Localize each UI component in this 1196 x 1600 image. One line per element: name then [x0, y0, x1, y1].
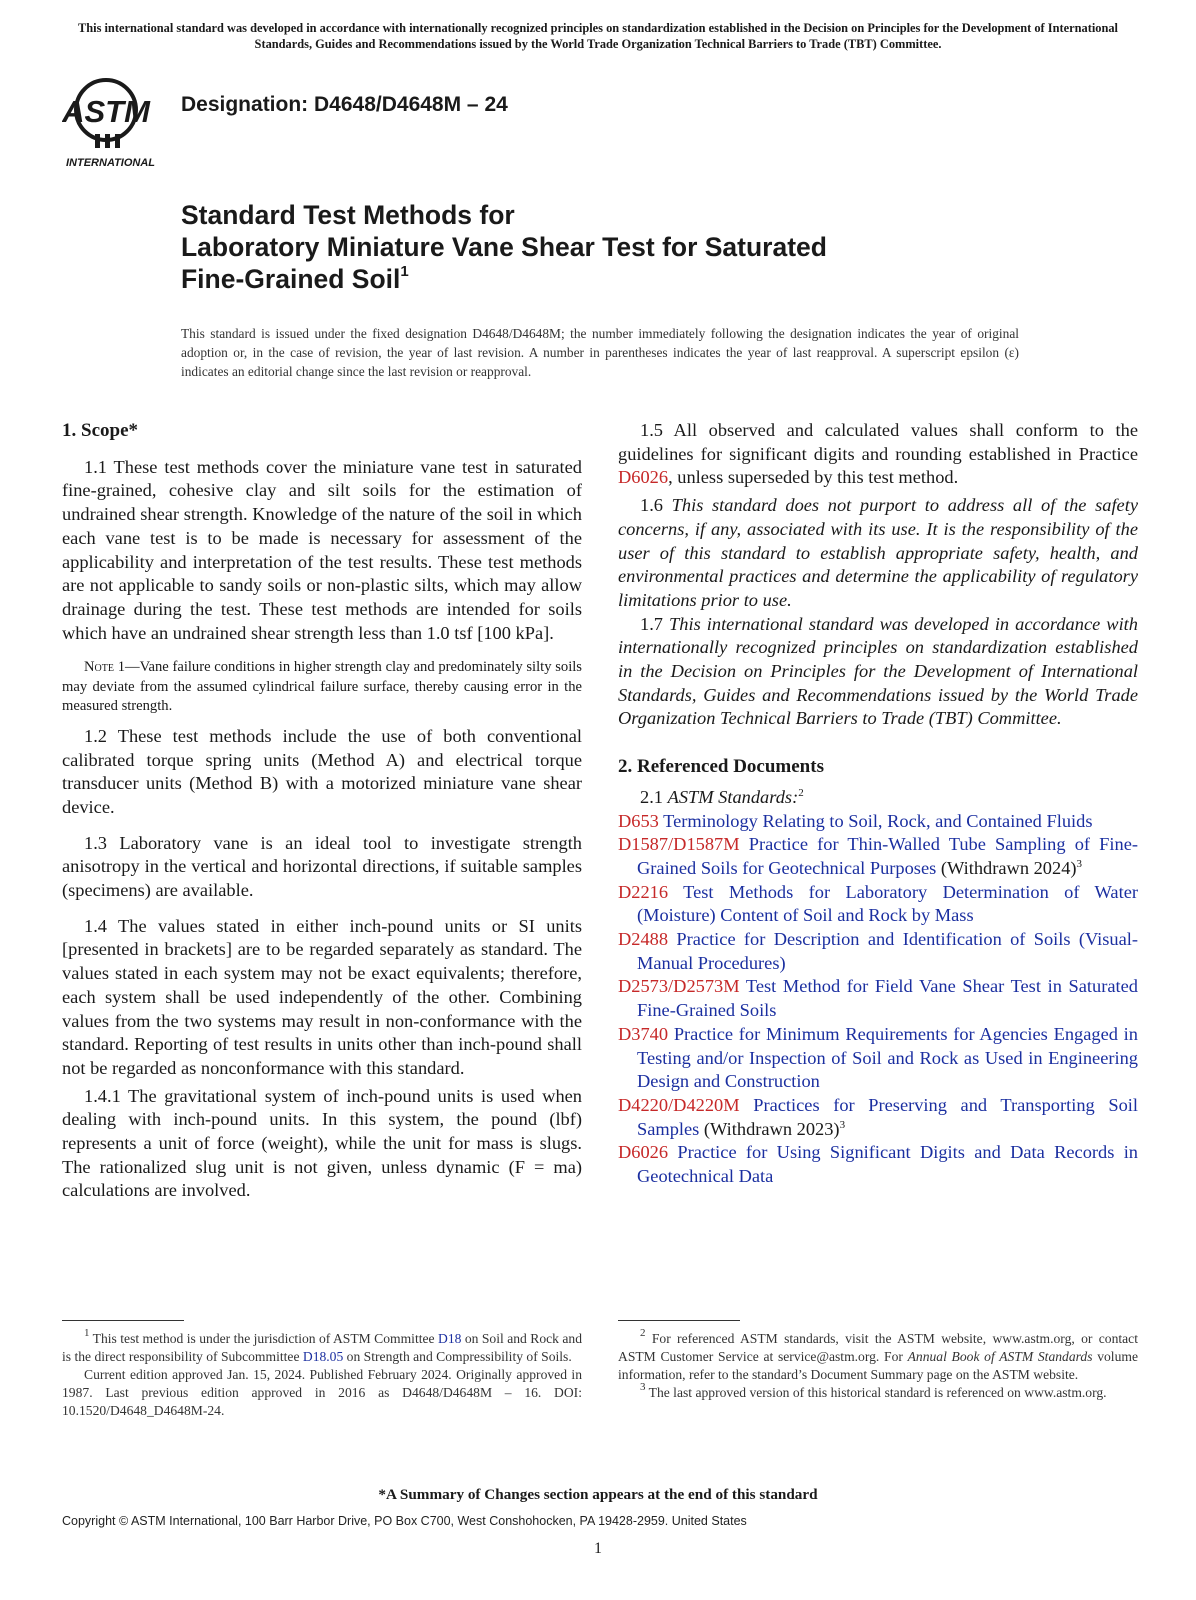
- footnotes-right: [618, 1327, 1138, 1402]
- paragraph-1-7-number: 1.7: [640, 613, 670, 634]
- reference-title-link[interactable]: Practice for Using Significant Digits and Data Records in Geotechnical Data: [637, 1142, 1138, 1187]
- section-heading-referenced: 2. Referenced Documents: [618, 756, 824, 778]
- footnote-2-text-a: For referenced ASTM standards, visit the ASTM website, www.astm.org, or contact ASTM Customer Service at service@astm.org. For: [618, 1331, 1138, 1364]
- reference-item: [618, 1094, 1138, 1141]
- footnote-rule-left: [62, 1320, 184, 1321]
- reference-title-link[interactable]: Terminology Relating to Soil, Rock, and Contained Fluids: [663, 810, 1093, 831]
- title-line-2: Laboratory Miniature Vane Shear Test for Saturated: [181, 232, 827, 262]
- page-number: 1: [594, 1540, 602, 1557]
- astm-logo-graphic: [62, 70, 172, 170]
- reference-item: [618, 810, 1138, 834]
- link-d6026[interactable]: D6026: [618, 467, 669, 488]
- footnote-2-mark: 2: [640, 1327, 646, 1339]
- copyright-line: Copyright © ASTM International, 100 Barr Harbor Drive, PO Box C700, West Conshohocken, PA 19428-2959. United States: [62, 1514, 747, 1528]
- astm-logo: [62, 70, 172, 170]
- paragraph-1-6-number: 1.6: [640, 495, 672, 516]
- footnote-1-mark: 1: [84, 1327, 90, 1339]
- left-column: [62, 419, 582, 1203]
- reference-title-link[interactable]: Practices for Preserving and Transporting Soil Samples: [637, 1094, 1138, 1139]
- note-1: [62, 658, 582, 717]
- footnotes-left: [62, 1327, 582, 1420]
- reference-code-link[interactable]: D6026: [618, 1142, 669, 1163]
- title-line-1: Standard Test Methods for: [181, 200, 515, 230]
- note-text: —Vane failure conditions in higher strength clay and predominately silty soils may deviate from the assumed cylindrical failure surface, thereby causing error in the measured strength.: [62, 659, 582, 715]
- reference-item: [618, 928, 1138, 975]
- logo-international: INTERNATIONAL: [66, 157, 156, 169]
- reference-title-link[interactable]: Practice for Thin-Walled Tube Sampling of Fine-Grained Soils for Geotechnical Purposes: [637, 834, 1138, 878]
- footnote-2: [618, 1327, 1138, 1384]
- footnote-mark-2[interactable]: 2: [798, 786, 804, 799]
- paragraph-1-7-text: This international standard was developed in accordance with internationally recognized principles on standardization established in the Decision on Principles for the Development of International Standards, Guides and Recommendations issued by the World Trade Organization Technical Barriers to Trade (TBT) Committee.: [618, 613, 1138, 729]
- link-d18-05[interactable]: D18.05: [302, 1349, 344, 1364]
- footnote-3: [618, 1381, 1138, 1402]
- logo-letters: ASTM: [62, 94, 150, 129]
- title-footnote-mark[interactable]: 1: [400, 263, 409, 280]
- right-column: [618, 419, 1138, 1189]
- footnote-1-text-c: on Strength and Compressibility of Soils.: [343, 1349, 572, 1364]
- paragraph-1-4: 1.4 The values stated in either inch-pound units or SI units [presented in brackets] are to be regarded separately as standard. The values stated in each system may not be exact equivalents; therefore, each system shall be used independently of the other. Combining values from the two systems may result in non-conformance with the standard. Reporting of test results in units other than inch-pound shall not be regarded as nonconformance with this standard.: [62, 915, 582, 1078]
- title-line-3: Fine-Grained Soil: [181, 264, 401, 294]
- reference-code-link[interactable]: D4220/D4220M: [618, 1094, 740, 1115]
- footnote-2-text-b: volume information, refer to the standard’s Document Summary page on the ASTM website.: [618, 1349, 1138, 1382]
- designation: Designation: D4648/D4648M – 24: [181, 93, 508, 116]
- reference-code-link[interactable]: D653: [618, 810, 659, 831]
- note-label: Note 1: [84, 659, 125, 676]
- reference-code-link[interactable]: D3740: [618, 1023, 669, 1044]
- reference-status: (Withdrawn 2024): [936, 857, 1077, 878]
- wto-notice: This international standard was developed in accordance with internationally recognized principles on standardization established in the Decision on Principles for the Development of International Standards, Guides and Recommendations issued by the World Trade Organization Technical Barriers to Trade (TBT) Committee.: [77, 21, 1119, 51]
- summary-of-changes-note: *A Summary of Changes section appears at the end of this standard: [378, 1486, 818, 1503]
- link-d18[interactable]: D18: [438, 1331, 462, 1346]
- reference-footnote-mark[interactable]: 3: [839, 1118, 846, 1131]
- paragraph-1-5-text: 1.5 All observed and calculated values shall conform to the guidelines for significant digits and rounding established in Practice: [618, 420, 1138, 464]
- reference-item: [618, 881, 1138, 928]
- footnote-2-book-title: Annual Book of ASTM Standards: [907, 1349, 1093, 1364]
- document-title: [181, 199, 981, 295]
- reference-list: [618, 810, 1138, 1189]
- reference-code-link[interactable]: D2488: [618, 929, 669, 950]
- footnote-3-text: The last approved version of this historical standard is referenced on www.astm.org.: [645, 1385, 1107, 1400]
- issuance-note: This standard is issued under the fixed designation D4648/D4648M; the number immediately following the designation indicates the year of original adoption or, in the case of revision, the year of last revision. A number in parentheses indicates the year of last reapproval. A superscript epsilon (ε) indicates an editorial change since the last revision or reapproval.: [181, 326, 1019, 379]
- reference-item: [618, 1141, 1138, 1188]
- footnote-rule-right: [618, 1320, 740, 1321]
- reference-code-link[interactable]: D1587/D1587M: [618, 834, 740, 855]
- paragraph-1-6: [618, 494, 1138, 613]
- reference-title-link[interactable]: Practice for Minimum Requirements for Agencies Engaged in Testing and/or Inspection of Soil and Rock as Used in Engineering Design and Construction: [637, 1023, 1138, 1092]
- section-heading-scope: 1. Scope*: [62, 420, 138, 441]
- paragraph-1-2: 1.2 These test methods include the use of both conventional calibrated torque spring units (Method A) and electrical torque transducer units (Method B) with a motorized miniature vane shear device.: [62, 725, 582, 817]
- footnote-1-edition: Current edition approved Jan. 15, 2024. Published February 2024. Originally approved in 1987. Last previous edition approved in 2016 as D4648/D4648M – 16. DOI: 10.1520/D4648_D4648M-24.: [62, 1367, 582, 1418]
- footnote-1: [62, 1327, 582, 1366]
- reference-item: [618, 975, 1138, 1022]
- reference-footnote-mark[interactable]: 3: [1076, 857, 1083, 870]
- footnote-1-text-a: This test method is under the jurisdiction of ASTM Committee: [89, 1331, 439, 1346]
- subsection-2-1-number: 2.1: [640, 786, 668, 807]
- reference-title-link[interactable]: Practice for Description and Identification of Soils (Visual-Manual Procedures): [637, 929, 1138, 973]
- paragraph-1-7: [618, 613, 1138, 732]
- reference-item: [618, 833, 1138, 880]
- paragraph-1-6-text: This standard does not purport to address all of the safety concerns, if any, associated with its use. It is the responsibility of the user of this standard to establish appropriate safety, health, and environmental practices and determine the applicability of regulatory limitations prior to use.: [618, 495, 1138, 610]
- paragraph-1-5-tail: , unless superseded by this test method.: [668, 467, 959, 488]
- footnote-3-mark: 3: [640, 1381, 646, 1393]
- subsection-2-1-label: ASTM Standards:: [667, 786, 799, 807]
- reference-status: (Withdrawn 2023): [699, 1118, 840, 1139]
- paragraph-1-1: 1.1 These test methods cover the miniature vane test in saturated fine-grained, cohesive clay and silt soils for the estimation of undrained shear strength. Knowledge of the nature of the soil in which each vane test is to be made is necessary for assessment of the applicability and interpretation of the test results. These test methods are not applicable to sandy soils or non-plastic silts, which may allow drainage during the test. These test methods are intended for soils which have an undrained shear strength less than 1.0 tsf [100 kPa].: [62, 456, 582, 643]
- reference-code-link[interactable]: D2573/D2573M: [618, 976, 740, 997]
- reference-title-link[interactable]: Test Methods for Laboratory Determination of Water (Moisture) Content of Soil and Rock by Mass: [637, 881, 1138, 926]
- reference-code-link[interactable]: D2216: [618, 881, 669, 902]
- reference-item: [618, 1023, 1138, 1094]
- reference-title-link[interactable]: Test Method for Field Vane Shear Test in Saturated Fine-Grained Soils: [637, 976, 1138, 1021]
- paragraph-1-4-1: 1.4.1 The gravitational system of inch-pound units is used when dealing with inch-pound units. In this system, the pound (lbf) represents a unit of force (weight), while the unit for mass is slugs. The rationalized slug unit is not given, unless dynamic (F = ma) calculations are involved.: [62, 1085, 582, 1201]
- footnote-1-text-b: on Soil and Rock and is the direct responsibility of Subcommittee: [62, 1331, 582, 1364]
- subsection-2-1: [618, 786, 1138, 810]
- paragraph-1-3: 1.3 Laboratory vane is an ideal tool to investigate strength anisotropy in the vertical and horizontal directions, if suitable samples (specimens) are available.: [62, 832, 582, 901]
- paragraph-1-5: [618, 419, 1138, 490]
